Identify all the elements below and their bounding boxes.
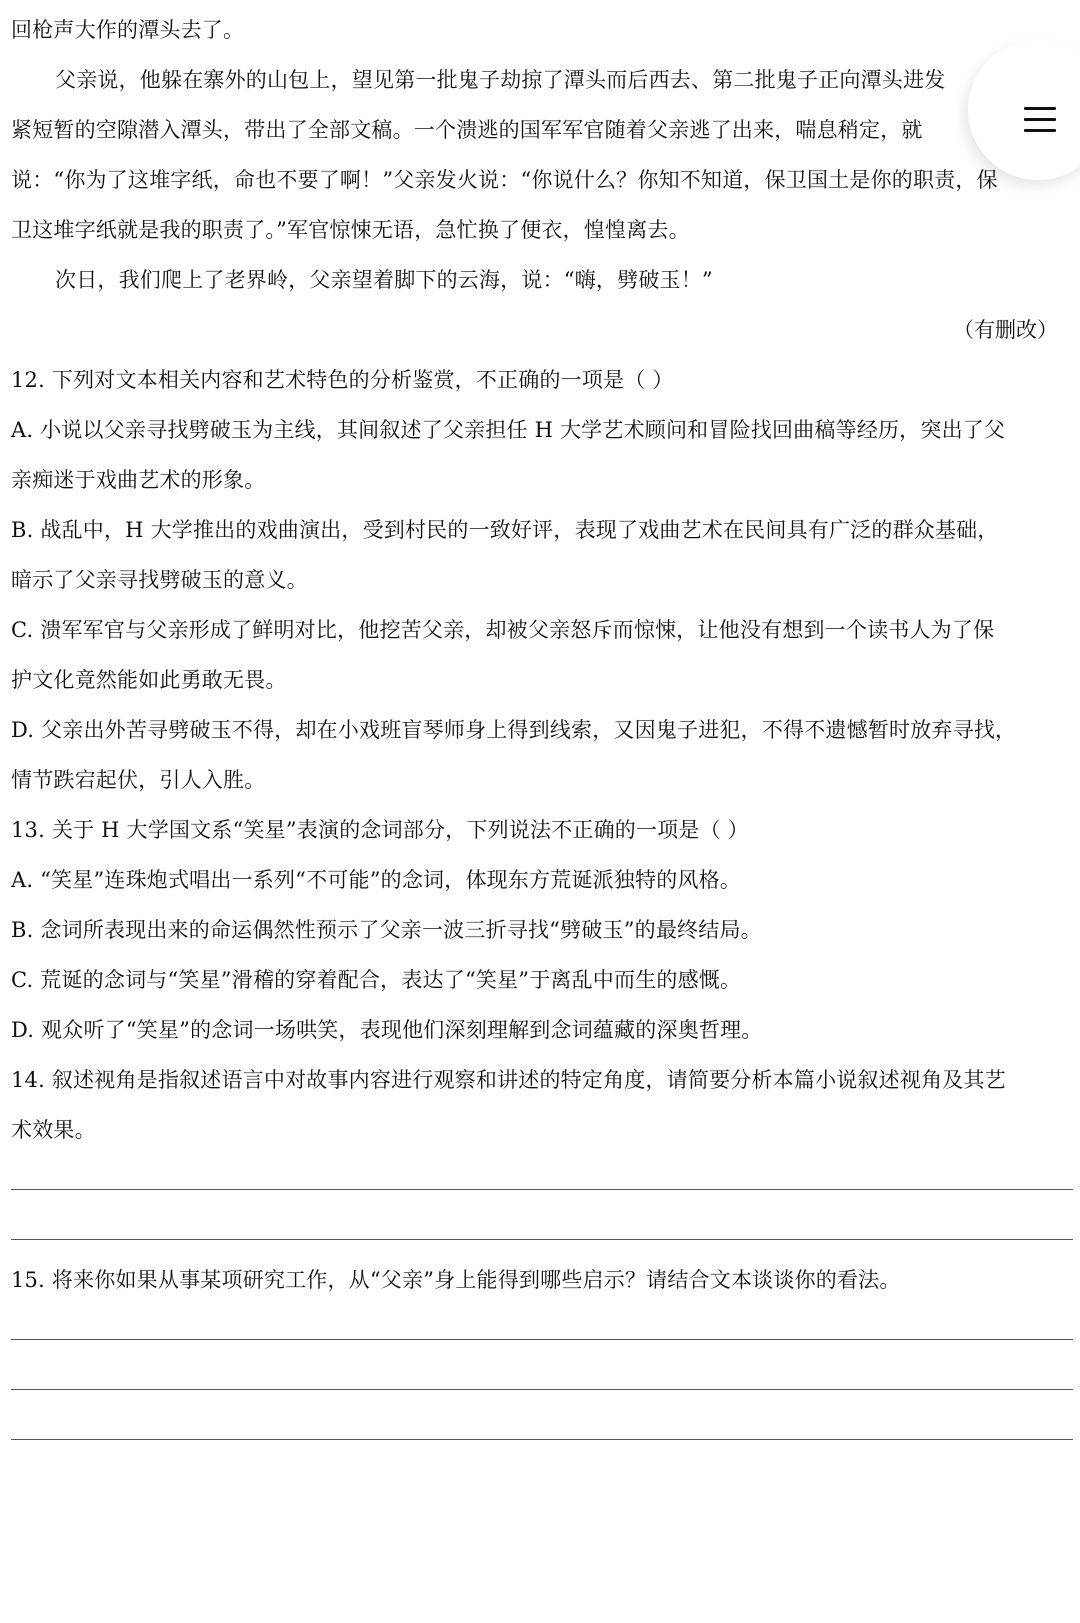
answer-line-15-3	[11, 1439, 1073, 1440]
passage-line-3: 紧短暂的空隙潜入潭头，带出了全部文稿。一个溃逃的国军军官随着父亲逃了出来，喘息稍定，就	[11, 118, 923, 142]
question-13-stem: 13. 关于 H 大学国文系“笑星”表演的念词部分，下列说法不正确的一项是（ ）	[11, 818, 749, 842]
question-13-option-c: C. 荒诞的念词与“笑星”滑稽的穿着配合，表达了“笑星”于离乱中而生的感慨。	[11, 968, 742, 992]
question-14-stem-cont: 术效果。	[11, 1118, 96, 1142]
question-13-option-b: B. 念词所表现出来的命运偶然性预示了父亲一波三折寻找“劈破玉”的最终结局。	[11, 918, 762, 942]
passage-line-6: 次日，我们爬上了老界岭，父亲望着脚下的云海，说：“嗨，劈破玉！”	[55, 268, 713, 292]
answer-line-14-1	[11, 1189, 1073, 1190]
question-13-option-d: D. 观众听了“笑星”的念词一场哄笑，表现他们深刻理解到念词蕴藏的深奥哲理。	[11, 1018, 763, 1042]
passage-line-1: 回枪声大作的潭头去了。	[11, 18, 245, 42]
question-12-option-d-cont: 情节跌宕起伏，引人入胜。	[11, 768, 266, 792]
passage-line-5: 卫这堆字纸就是我的职责了。”军官惊悚无语，急忙换了便衣，惶惶离去。	[11, 218, 690, 242]
question-15-stem: 15. 将来你如果从事某项研究工作，从“父亲”身上能得到哪些启示？请结合文本谈谈你的看法。	[11, 1268, 901, 1292]
question-12-option-b: B. 战乱中，H 大学推出的戏曲演出，受到村民的一致好评，表现了戏曲艺术在民间具有广泛的群众基础，	[11, 518, 999, 542]
answer-line-15-2	[11, 1389, 1073, 1390]
question-12-option-c-cont: 护文化竟然能如此勇敢无畏。	[11, 668, 287, 692]
passage-line-4: 说：“你为了这堆字纸，命也不要了啊！”父亲发火说：“你说什么？你知不知道，保卫国土是你的职责，保	[11, 168, 998, 192]
question-12-stem: 12. 下列对文本相关内容和艺术特色的分析鉴赏，不正确的一项是（ ）	[11, 368, 674, 392]
question-13-option-a: A. “笑星”连珠炮式唱出一系列“不可能”的念词，体现东方荒诞派独特的风格。	[11, 868, 742, 892]
question-12-option-c: C. 溃军军官与父亲形成了鲜明对比，他挖苦父亲，却被父亲怒斥而惊悚，让他没有想到一个读书人为了保	[11, 618, 995, 642]
source-note: （有删改）	[953, 318, 1058, 342]
question-12-option-d: D. 父亲出外苦寻劈破玉不得，却在小戏班盲琴师身上得到线索，又因鬼子进犯，不得不遗憾暂时放弃寻找，	[11, 718, 1017, 742]
passage-line-2: 父亲说，他躲在寨外的山包上，望见第一批鬼子劫掠了潭头而后西去、第二批鬼子正向潭头进发	[55, 68, 946, 92]
answer-line-14-2	[11, 1239, 1073, 1240]
answer-line-15-1	[11, 1339, 1073, 1340]
hamburger-menu-icon[interactable]	[1024, 107, 1056, 133]
question-12-option-b-cont: 暗示了父亲寻找劈破玉的意义。	[11, 568, 308, 592]
question-12-option-a: A. 小说以父亲寻找劈破玉为主线，其间叙述了父亲担任 H 大学艺术顾问和冒险找回曲稿等经历，突出了父	[11, 418, 1006, 442]
question-14-stem: 14. 叙述视角是指叙述语言中对故事内容进行观察和讲述的特定角度，请简要分析本篇小说叙述视角及其艺	[11, 1068, 1006, 1092]
question-12-option-a-cont: 亲痴迷于戏曲艺术的形象。	[11, 468, 266, 492]
